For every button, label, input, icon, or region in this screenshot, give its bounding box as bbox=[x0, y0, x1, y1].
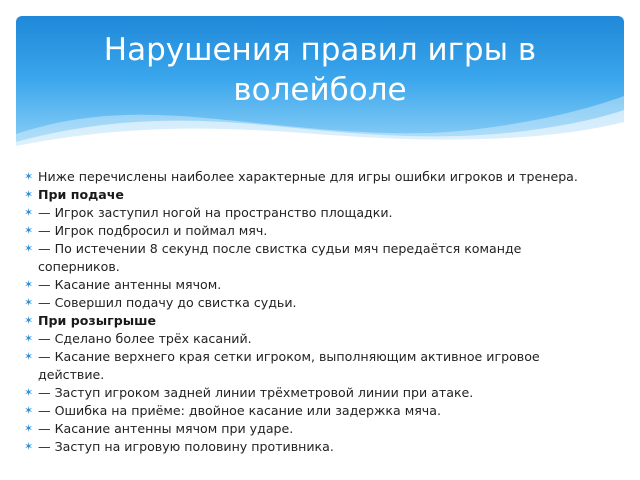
star-bullet-icon: ✶ bbox=[24, 350, 34, 363]
list-item bbox=[24, 330, 604, 348]
list-item-text: — Совершил подачу до свистка судьи. bbox=[38, 295, 297, 310]
list-item-text: При розыгрыше bbox=[38, 313, 157, 328]
list-item bbox=[24, 204, 604, 222]
list-item bbox=[24, 240, 604, 276]
list-item-text: — Игрок подбросил и поймал мяч. bbox=[38, 223, 268, 238]
list-item bbox=[24, 420, 604, 438]
list-item-text: — Сделано более трёх касаний. bbox=[38, 331, 252, 346]
star-bullet-icon: ✶ bbox=[24, 224, 34, 237]
star-bullet-icon: ✶ bbox=[24, 242, 34, 255]
section-heading bbox=[24, 312, 604, 330]
list-item-text: — Заступ игроком задней линии трёхметровой линии при атаке. bbox=[38, 385, 474, 400]
list-item bbox=[24, 384, 604, 402]
list-item bbox=[24, 402, 604, 420]
list-item-text: Ниже перечислены наиболее характерные для игры ошибки игроков и тренера. bbox=[38, 169, 578, 184]
title-banner bbox=[16, 16, 624, 146]
star-bullet-icon: ✶ bbox=[24, 188, 34, 201]
star-bullet-icon: ✶ bbox=[24, 422, 34, 435]
bullet-list bbox=[24, 168, 604, 456]
star-bullet-icon: ✶ bbox=[24, 404, 34, 417]
list-item-text: — Касание антенны мячом при ударе. bbox=[38, 421, 294, 436]
list-item-text: — Касание антенны мячом. bbox=[38, 277, 222, 292]
star-bullet-icon: ✶ bbox=[24, 278, 34, 291]
list-item bbox=[24, 294, 604, 312]
star-bullet-icon: ✶ bbox=[24, 332, 34, 345]
star-bullet-icon: ✶ bbox=[24, 296, 34, 309]
list-item bbox=[24, 438, 604, 456]
list-item-text: При подаче bbox=[38, 187, 124, 202]
slide-title: Нарушения правил игры в волейболе bbox=[103, 32, 537, 108]
star-bullet-icon: ✶ bbox=[24, 170, 34, 183]
star-bullet-icon: ✶ bbox=[24, 386, 34, 399]
section-heading bbox=[24, 186, 604, 204]
star-bullet-icon: ✶ bbox=[24, 206, 34, 219]
star-bullet-icon: ✶ bbox=[24, 314, 34, 327]
list-item-text: — Заступ на игровую половину противника. bbox=[38, 439, 334, 454]
list-item-text: — Игрок заступил ногой на пространство площадки. bbox=[38, 205, 393, 220]
list-item bbox=[24, 168, 604, 186]
list-item bbox=[24, 348, 604, 384]
star-bullet-icon: ✶ bbox=[24, 440, 34, 453]
list-item-text: — Касание верхнего края сетки игроком, выполняющим активное игровое действие. bbox=[38, 349, 540, 382]
list-item-text: — Ошибка на приёме: двойное касание или задержка мяча. bbox=[38, 403, 441, 418]
list-item-text: — По истечении 8 секунд после свистка судьи мяч передаётся команде соперников. bbox=[38, 241, 522, 274]
list-item bbox=[24, 276, 604, 294]
list-item bbox=[24, 222, 604, 240]
